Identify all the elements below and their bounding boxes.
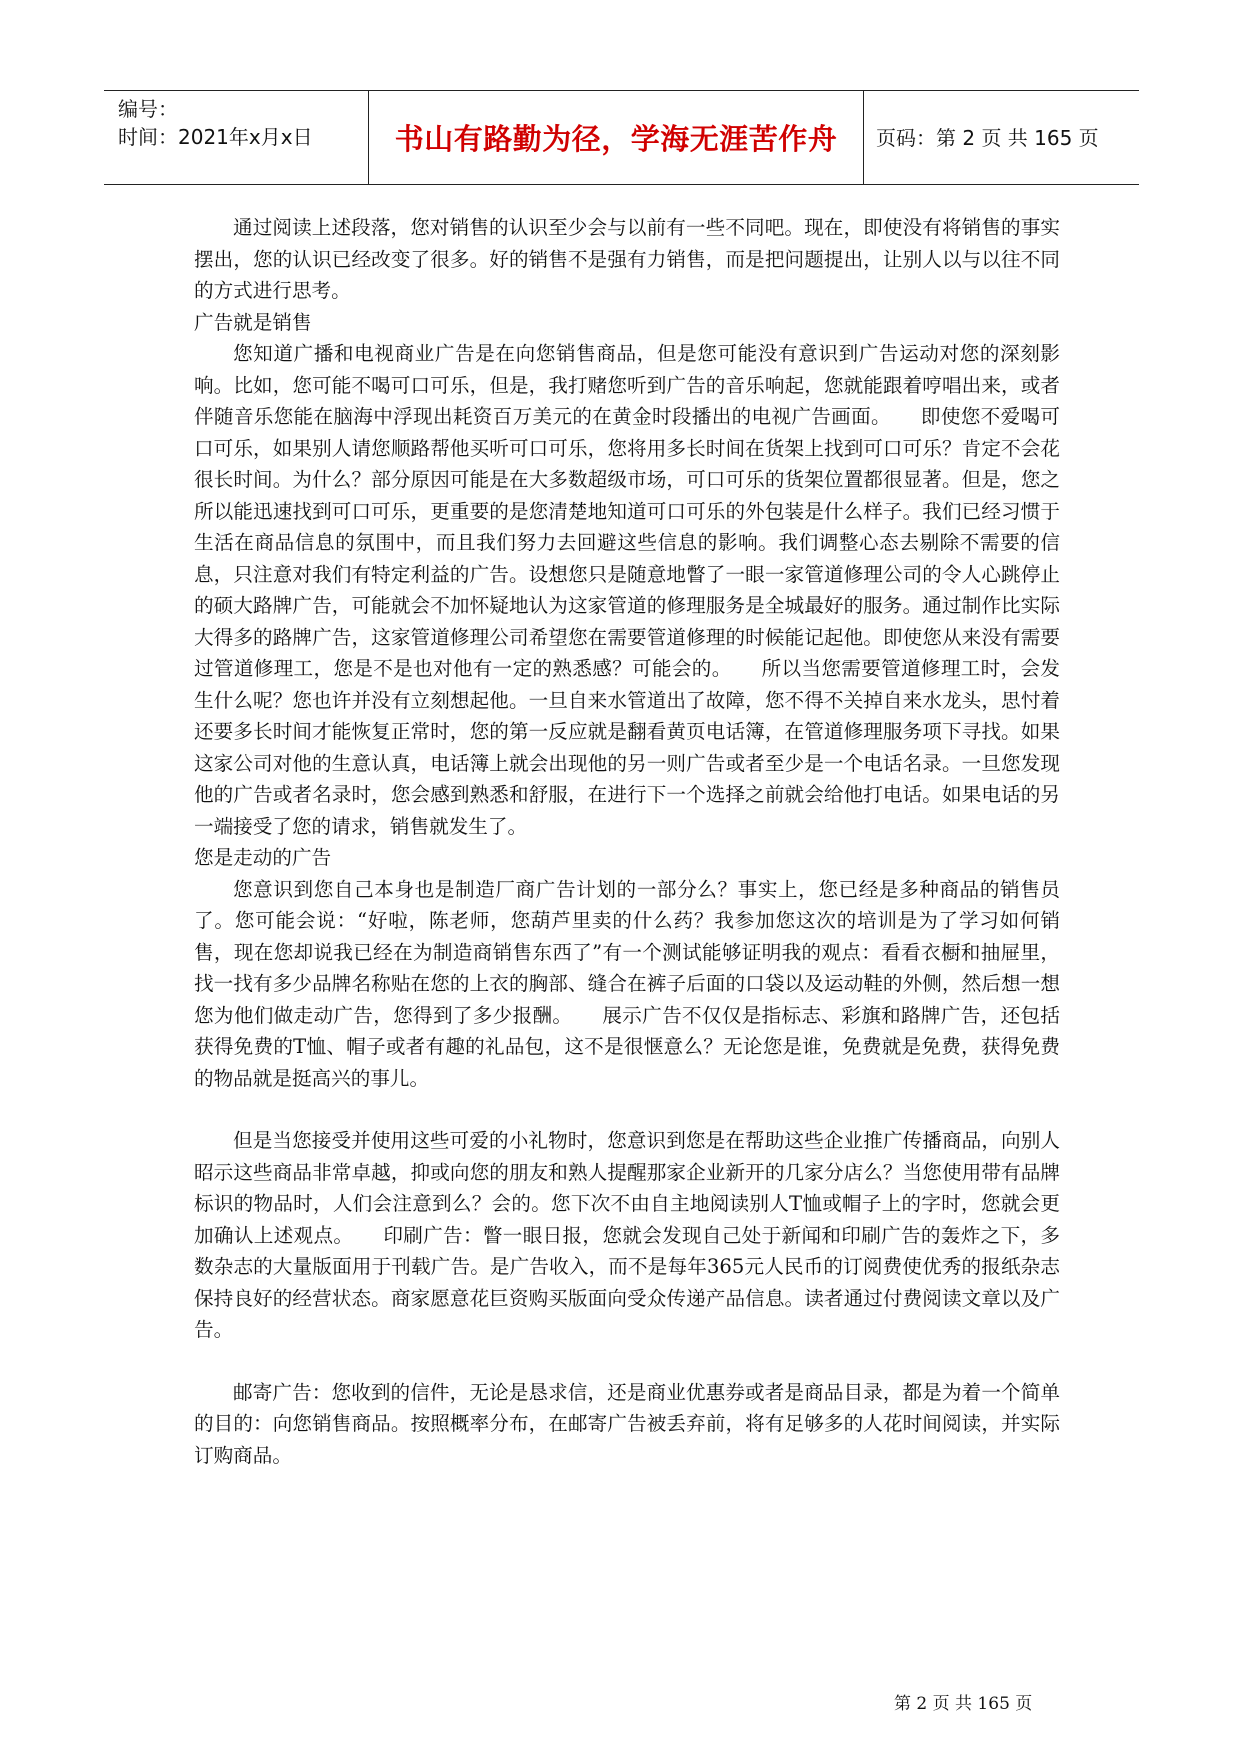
paragraph-4: 但是当您接受并使用这些可爱的小礼物时，您意识到您是在帮助这些企业推广传播商品，向别人昭示这些商品非常卓越，抑或向您的朋友和熟人提醒那家企业新开的几家分店么？当您使用带有品牌标识的物品时，人们会注意到么？会的。您下次不由自主地阅读别人T恤或帽子上的字时，您就会更加确认上述观点。 印刷广告：瞥一眼日报，您就会发现自己处于新闻和印刷广告的轰炸之下，多数杂志的大量版面用于刊载广告。是广告收入，而不是每年365元人民币的订阅费使优秀的报纸杂志保持良好的经营状态。商家愿意花巨资购买版面向受众传递产品信息。读者通过付费阅读文章以及广告。 bbox=[194, 1129, 1060, 1341]
paragraph-3: 您意识到您自己本身也是制造厂商广告计划的一部分么？事实上，您已经是多种商品的销售员了。您可能会说：“好啦，陈老师，您葫芦里卖的什么药？我参加您这次的培训是为了学习如何销售，现在您却说我已经在为制造商销售东西了”有一个测试能够证明我的观点：看看衣橱和抽屉里，找一找有多少品牌名称贴在您的上衣的胸部、缝合在裤子后面的口袋以及运动鞋的外侧，然后想一想您为他们做走动广告，您得到了多少报酬。 展示广告不仅仅是指标志、彩旗和路牌广告，还包括获得免费的T恤、帽子或者有趣的礼品包，这不是很惬意么？无论您是谁，免费就是免费，获得免费的物品就是挺高兴的事儿。 bbox=[194, 877, 1060, 1090]
paragraph-5: 邮寄广告：您收到的信件，无论是恳求信，还是商业优惠券或者是商品目录，都是为着一个简单的目的：向您销售商品。按照概率分布，在邮寄广告被丢弃前，将有足够多的人花时间阅读，并实际订购商品。 bbox=[194, 1380, 1060, 1467]
section-heading-walking-ad: 您是走动的广告 bbox=[194, 846, 332, 869]
section-heading-ads-are-sales: 广告就是销售 bbox=[194, 310, 312, 334]
page-footer: 第 2 页 共 165 页 bbox=[894, 1694, 1033, 1714]
motto: 书山有路勤为径，学海无涯苦作舟 bbox=[394, 122, 838, 156]
paragraph-gap bbox=[194, 1094, 1060, 1125]
header-motto-cell bbox=[369, 91, 864, 184]
paragraph-2: 您知道广播和电视商业广告是在向您销售商品，但是您可能没有意识到广告运动对您的深刻影响。比如，您可能不喝可口可乐，但是，我打赌您听到广告的音乐响起，您就能跟着哼唱出来，或者伴随音乐您能在脑海中浮现出耗资百万美元的在黄金时段播出的电视广告画面。 即使您不爱喝可口可乐，如果别人请您顺路帮他买听可口可乐，您将用多长时间在货架上找到可口可乐？肯定不会花很长时间。为什么？部分原因可能是在大多数超级市场，可口可乐的货架位置都很显著。但是，您之所以能迅速找到可口可乐，更重要的是您清楚地知道可口可乐的外包装是什么样子。我们已经习惯于生活在商品信息的氛围中，而且我们努力去回避这些信息的影响。我们调整心态去剔除不需要的信息，只注意对我们有特定利益的广告。设想您只是随意地瞥了一眼一家管道修理公司的令人心跳停止的硕大路牌广告，可能就会不加怀疑地认为这家管道的修理服务是全城最好的服务。通过制作比实际大得多的路牌广告，这家管道修理公司希望您在需要管道修理的时候能记起他。即使您从来没有需要过管道修理工，您是不是也对他有一定的熟悉感？可能会的。 所以当您需要管道修理工时，会发生什么呢？您也许并没有立刻想起他。一旦自来水管道出了故障，您不得不关掉自来水龙头，思忖着还要多长时间才能恢复正常时，您的第一反应就是翻看黄页电话簿，在管道修理服务项下寻找。如果这家公司对他的生意认真，电话簿上就会出现他的另一则广告或者至少是一个电话名录。一旦您发现他的广告或者名录时，您会感到熟悉和舒服，在进行下一个选择之前就会给他打电话。如果电话的另一端接受了您的请求，销售就发生了。 bbox=[194, 342, 1060, 838]
page-info: 页码：第 2 页 共 165 页 bbox=[876, 126, 1099, 150]
page-header bbox=[104, 90, 1139, 185]
number-label: 编号： bbox=[118, 97, 178, 121]
header-meta-cell bbox=[104, 91, 369, 184]
header-page-cell bbox=[864, 91, 1139, 184]
time-label: 时间：2021年x月x日 bbox=[118, 125, 313, 149]
document-body bbox=[194, 212, 1060, 1471]
paragraph-gap bbox=[194, 1346, 1060, 1377]
paragraph-1: 通过阅读上述段落，您对销售的认识至少会与以前有一些不同吧。现在，即使没有将销售的事实摆出，您的认识已经改变了很多。好的销售不是强有力销售，而是把问题提出，让别人以与以往不同的方式进行思考。 bbox=[194, 216, 1060, 302]
